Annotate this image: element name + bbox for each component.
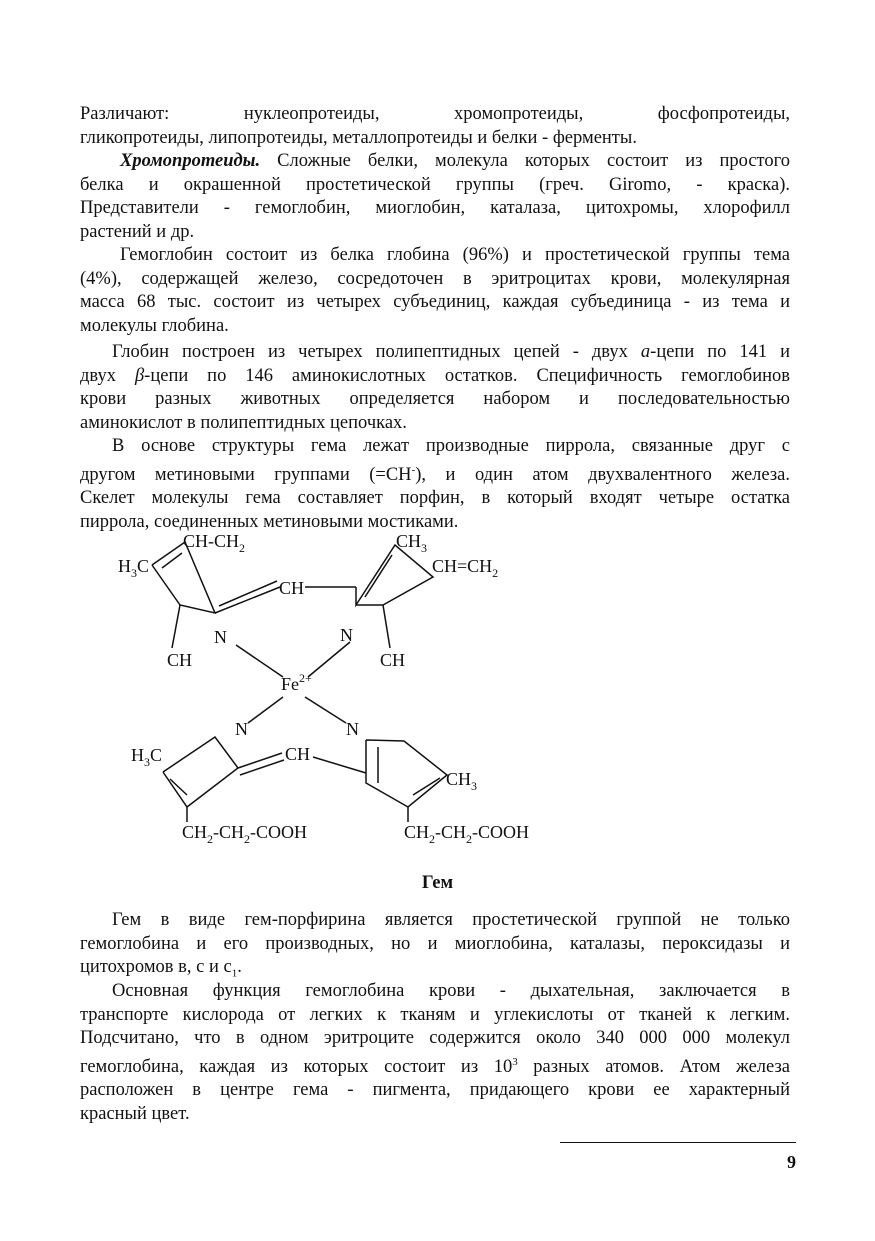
text-line: Гем в виде гем-порфирина является простетической группой не только — [112, 910, 790, 930]
text-line: гемоглобина и его производных, но и миоглобина, каталазы, пероксидазы и — [80, 933, 790, 954]
paragraph-hemoglobin-function — [80, 980, 790, 1126]
label-iron-atom: $Fe^{2+}$ — [281, 671, 312, 694]
text-line: белка и окрашенной простетической группы (греч. Giromo, - краска). — [80, 174, 790, 195]
paragraph-heme-porphyrin — [80, 909, 790, 986]
text-line: Скелет молекулы гема составляет порфин, в который входят четыре остатка — [80, 488, 790, 509]
text-line: Гемоглобин состоит из белка глобина (96%) и простетической группы тема — [120, 245, 790, 265]
label-h3c-upper: $Н_3С$ — [118, 556, 150, 580]
label-methine-bridge-top: СН — [279, 578, 305, 598]
label-ch-right: СН — [380, 650, 406, 670]
text-line: масса 68 тыс. состоит из четырех субъединиц, каждая субъединица - из тема и — [80, 292, 790, 312]
text-line: молекулы глобина. — [80, 315, 229, 336]
label-propionate-left: $СН_2-СН_2$-СООН — [182, 822, 308, 845]
label-nitrogen-lower-right: N — [346, 719, 359, 739]
label-nitrogen-upper-left: N — [214, 627, 227, 647]
text-line: Представители - гемоглобин, миоглобин, каталаза, цитохромы, хлорофилл — [80, 198, 790, 218]
footer-rule — [560, 1142, 796, 1143]
label-h3c-lower: $Н_3С$ — [131, 745, 163, 769]
text-line: В основе структуры гема лежат производные пиррола, связанные друг с — [112, 436, 790, 456]
text-line: Подсчитано, что в одном эритроците содержится около 340 000 000 молекул — [80, 1028, 790, 1048]
paragraph-hemoglobin — [80, 244, 790, 338]
text-line: цитохромов в, с и $с_1$. — [80, 957, 242, 980]
text-line: гемоглобина, каждая из которых состоит из $10^3$ разных атомов. Атом железа — [80, 1055, 790, 1077]
paragraph-protein-classes — [80, 103, 790, 150]
text-line: Глобин построен из четырех полипептидных цепей - двух а-цепи по 141 и — [112, 342, 790, 362]
text-line: расположен в центре гема - пигмента, придающего крови ее характерный — [80, 1080, 790, 1101]
term-chromoproteins: Хромопротеиды. — [120, 151, 261, 171]
page-number: 9 — [787, 1152, 796, 1172]
label-nitrogen-upper-right: N — [340, 625, 353, 645]
text-line: пиррола, соединенных метиновыми мостиками. — [80, 511, 459, 532]
paragraph-chromoproteins — [80, 150, 790, 244]
text-line: Основная функция гемоглобина крови - дыхательная, заключается в — [112, 981, 790, 1001]
text-line: Различают: нуклеопротеиды, хромопротеиды, фосфопротеиды, — [80, 104, 790, 124]
text-line: Хромопротеиды. Сложные белки, молекула которых состоит из простого — [120, 151, 790, 171]
paragraph-globin — [80, 341, 790, 435]
text-line: крови разных животных определяется набором и последовательностью — [80, 389, 790, 409]
text-line: двух β-цепи по 146 аминокислотных остатков. Специфичность гемоглобинов — [80, 365, 790, 386]
text-line: растений и др. — [80, 221, 195, 242]
text-line: другом метиновыми группами (=СН-), и один атом двухвалентного железа. — [80, 463, 790, 485]
label-ch3-top-right: $СН_3$ — [396, 531, 428, 555]
label-ch-ch2-top-left: $СН-СН_2$ — [183, 531, 246, 555]
label-ch-left: СН — [167, 650, 193, 670]
label-ch-ch2-right: $СН=СН_2$ — [432, 556, 499, 580]
label-methine-bridge-bottom: СН — [285, 744, 311, 764]
text-line: транспорте кислорода от легких к тканям и углекислоты от тканей к легким. — [80, 1004, 790, 1025]
paragraph-heme-structure — [80, 435, 790, 534]
text-line: (4%), содержащей железо, сосредоточен в эритроцитах крови, молекулярная — [80, 268, 790, 289]
text-line: аминокислот в полипептидных цепочках. — [80, 412, 407, 433]
text-line: красный цвет. — [80, 1103, 190, 1124]
label-ch3-lower-right: $СН_3$ — [446, 769, 478, 793]
text-line: гликопротеиды, липопротеиды, металлопротеиды и белки - ферменты. — [80, 127, 637, 148]
label-nitrogen-lower-left: N — [235, 719, 248, 739]
label-propionate-right: $СН_2-СН_2$-СООН — [404, 822, 530, 845]
atom-labels — [118, 531, 529, 845]
heme-structure-diagram — [0, 525, 875, 845]
figure-caption: Гем — [421, 873, 454, 893]
